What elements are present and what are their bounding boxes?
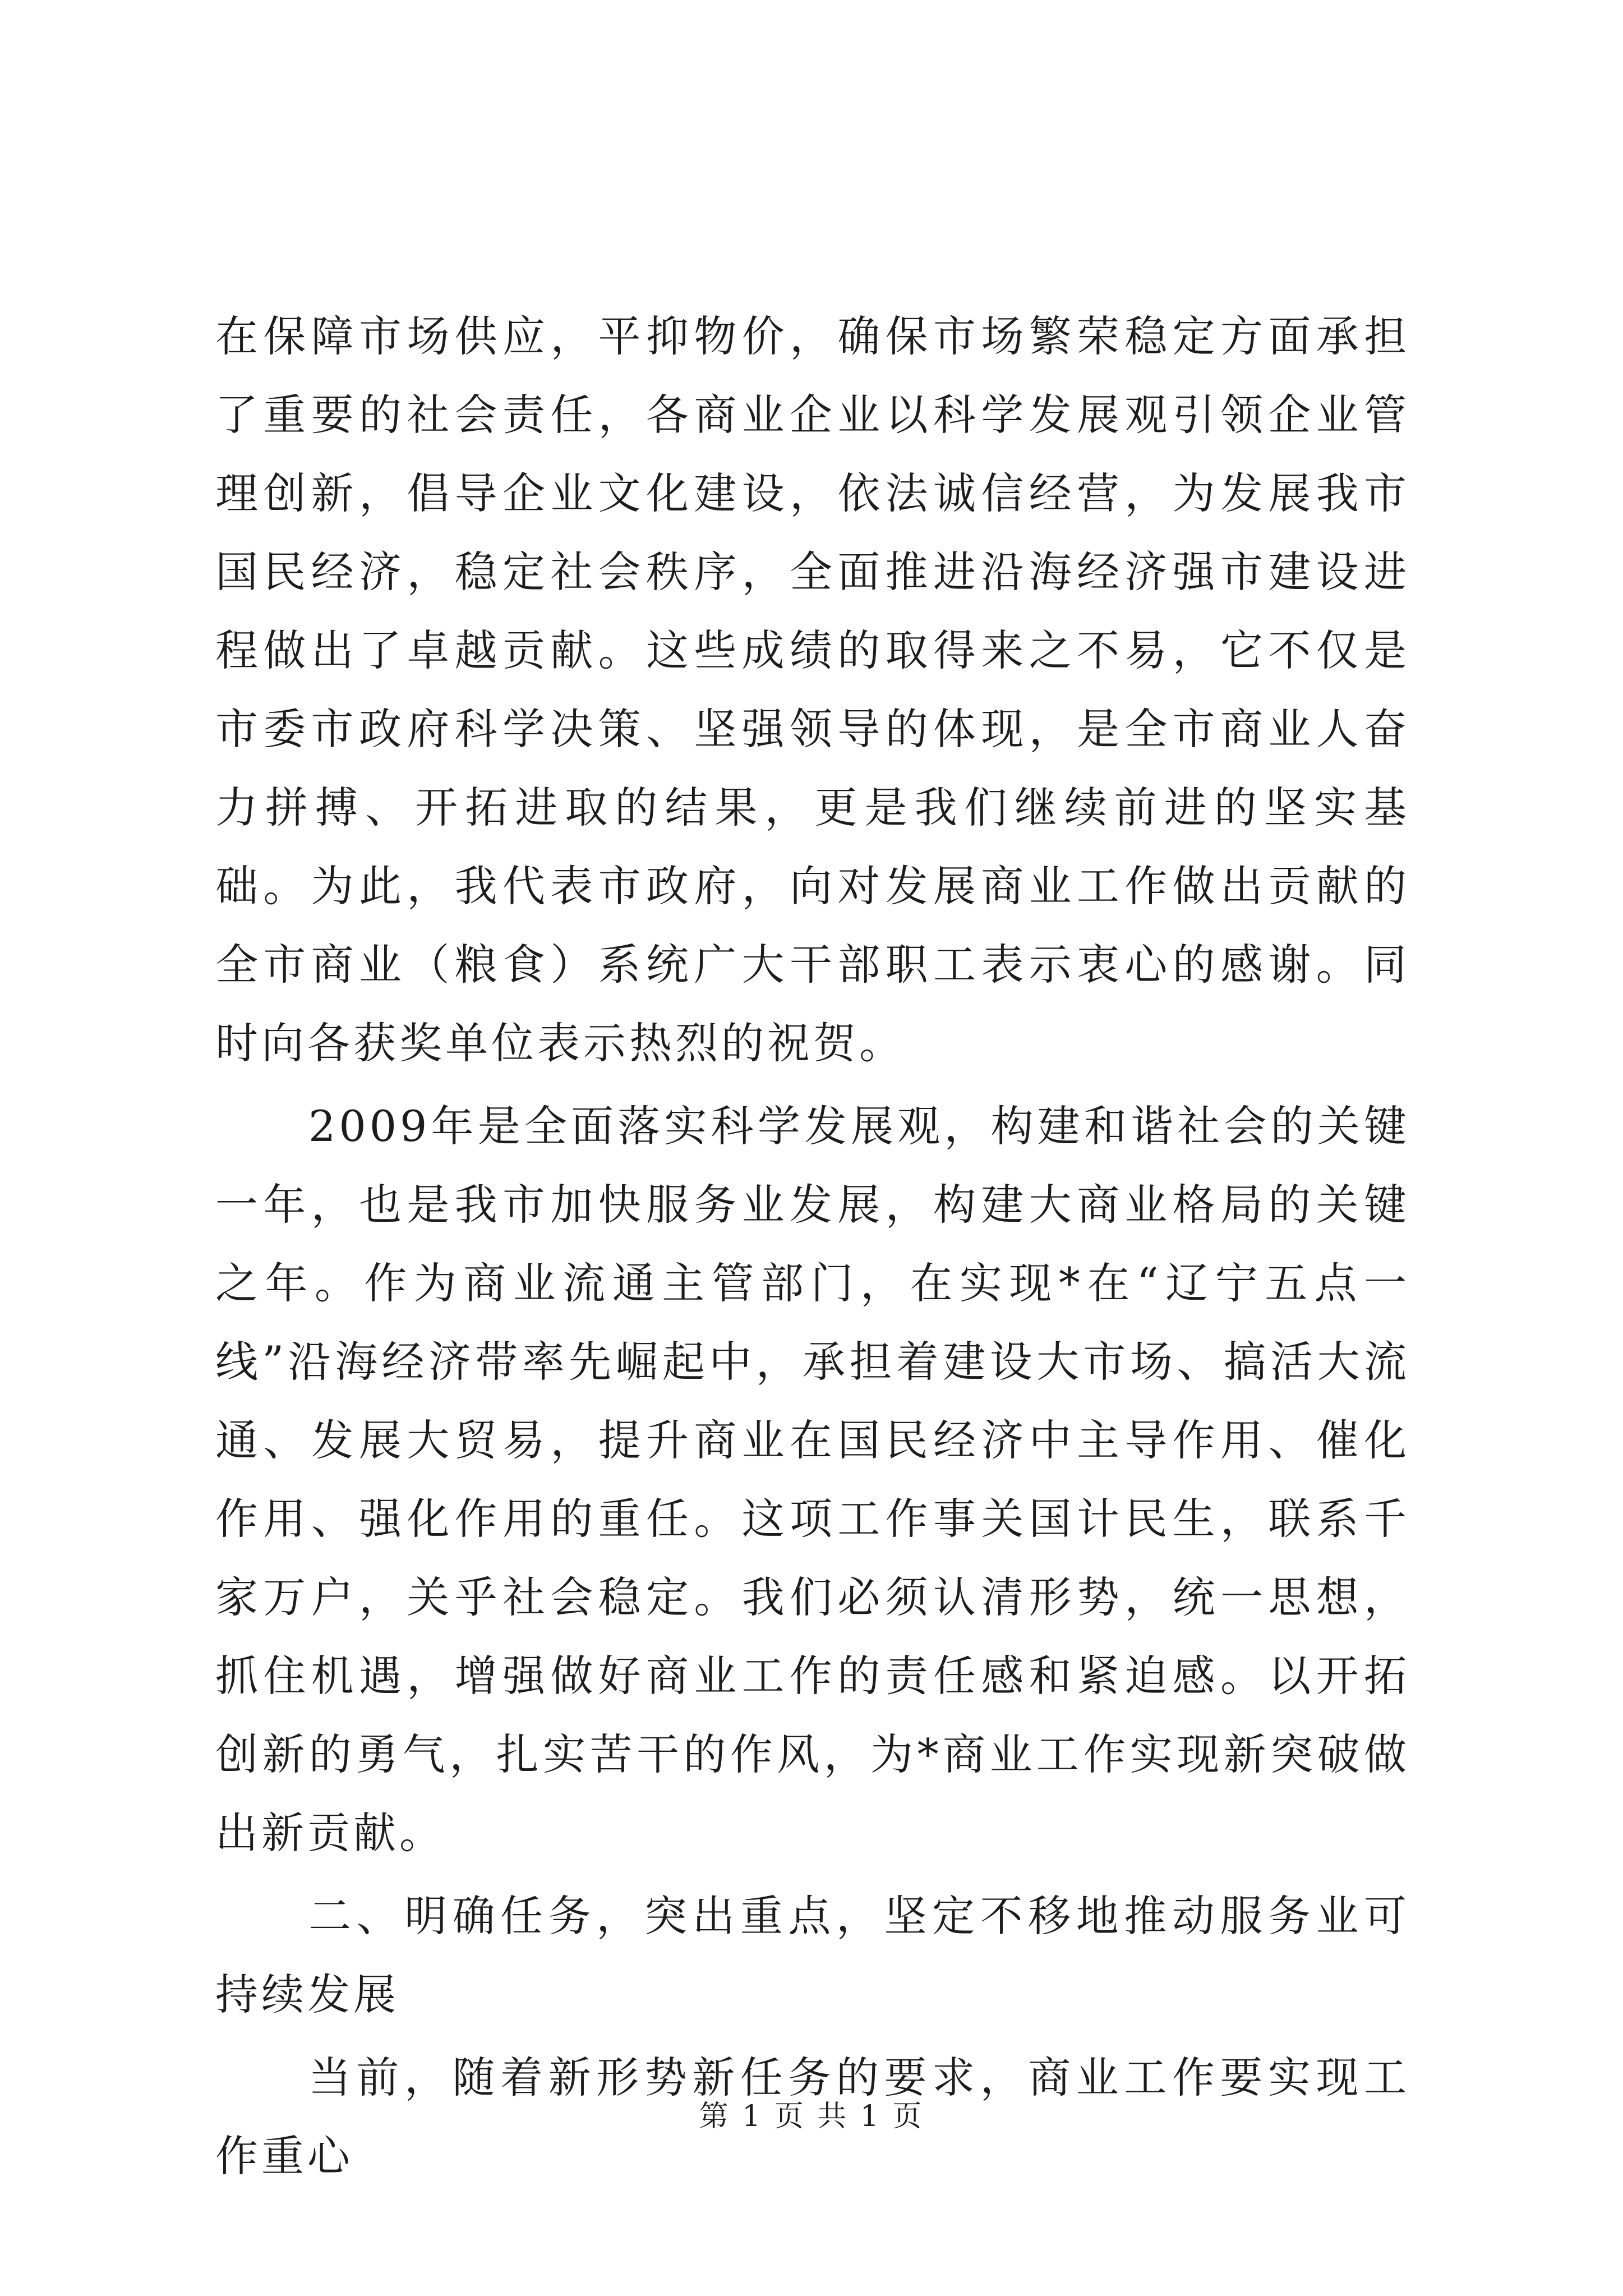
section-heading: 二、明确任务，突出重点，坚定不移地推动服务业可持续发展 — [215, 1891, 1410, 2019]
document-body — [215, 297, 1410, 2200]
paragraph-2009: 2009年是全面落实科学发展观，构建和谐社会的关键一年，也是我市加快服务业发展，构建大商业格局的关键之年。作为商业流通主管部门，在实现*在“辽宁五点一线”沿海经济带率先崛起中，承担着建设大市场、搞活大流通、发展大贸易，提升商业在国民经济中主导作用、催化作用、强化作用的重任。这项工作事关国计民生，联系千家万户，关乎社会稳定。我们必须认清形势，统一思想，抓住机遇，增强做好商业工作的责任感和紧迫感。以开拓创新的勇气，扎实苦干的作风，为*商业工作实现新突破做出新贡献。 — [215, 1101, 1410, 1858]
page-footer: 第 1 页 共 1 页 — [699, 2100, 924, 2133]
paragraph-continuation: 在保障市场供应，平抑物价，确保市场繁荣稳定方面承担了重要的社会责任，各商业企业以科学发展观引领企业管理创新，倡导企业文化建设，依法诚信经营，为发展我市国民经济，稳定社会秩序，全面推进沿海经济强市建设进程做出了卓越贡献。这些成绩的取得来之不易，它不仅是市委市政府科学决策、坚强领导的体现，是全市商业人奋力拼搏、开拓进取的结果，更是我们继续前进的坚实基础。为此，我代表市政府，向对发展商业工作做出贡献的全市商业（粮食）系统广大干部职工表示衷心的感谢。同时向各获奖单位表示热烈的祝贺。 — [215, 311, 1410, 1068]
paragraph-current: 当前，随着新形势新任务的要求，商业工作要实现工作重心 — [215, 2053, 1410, 2181]
